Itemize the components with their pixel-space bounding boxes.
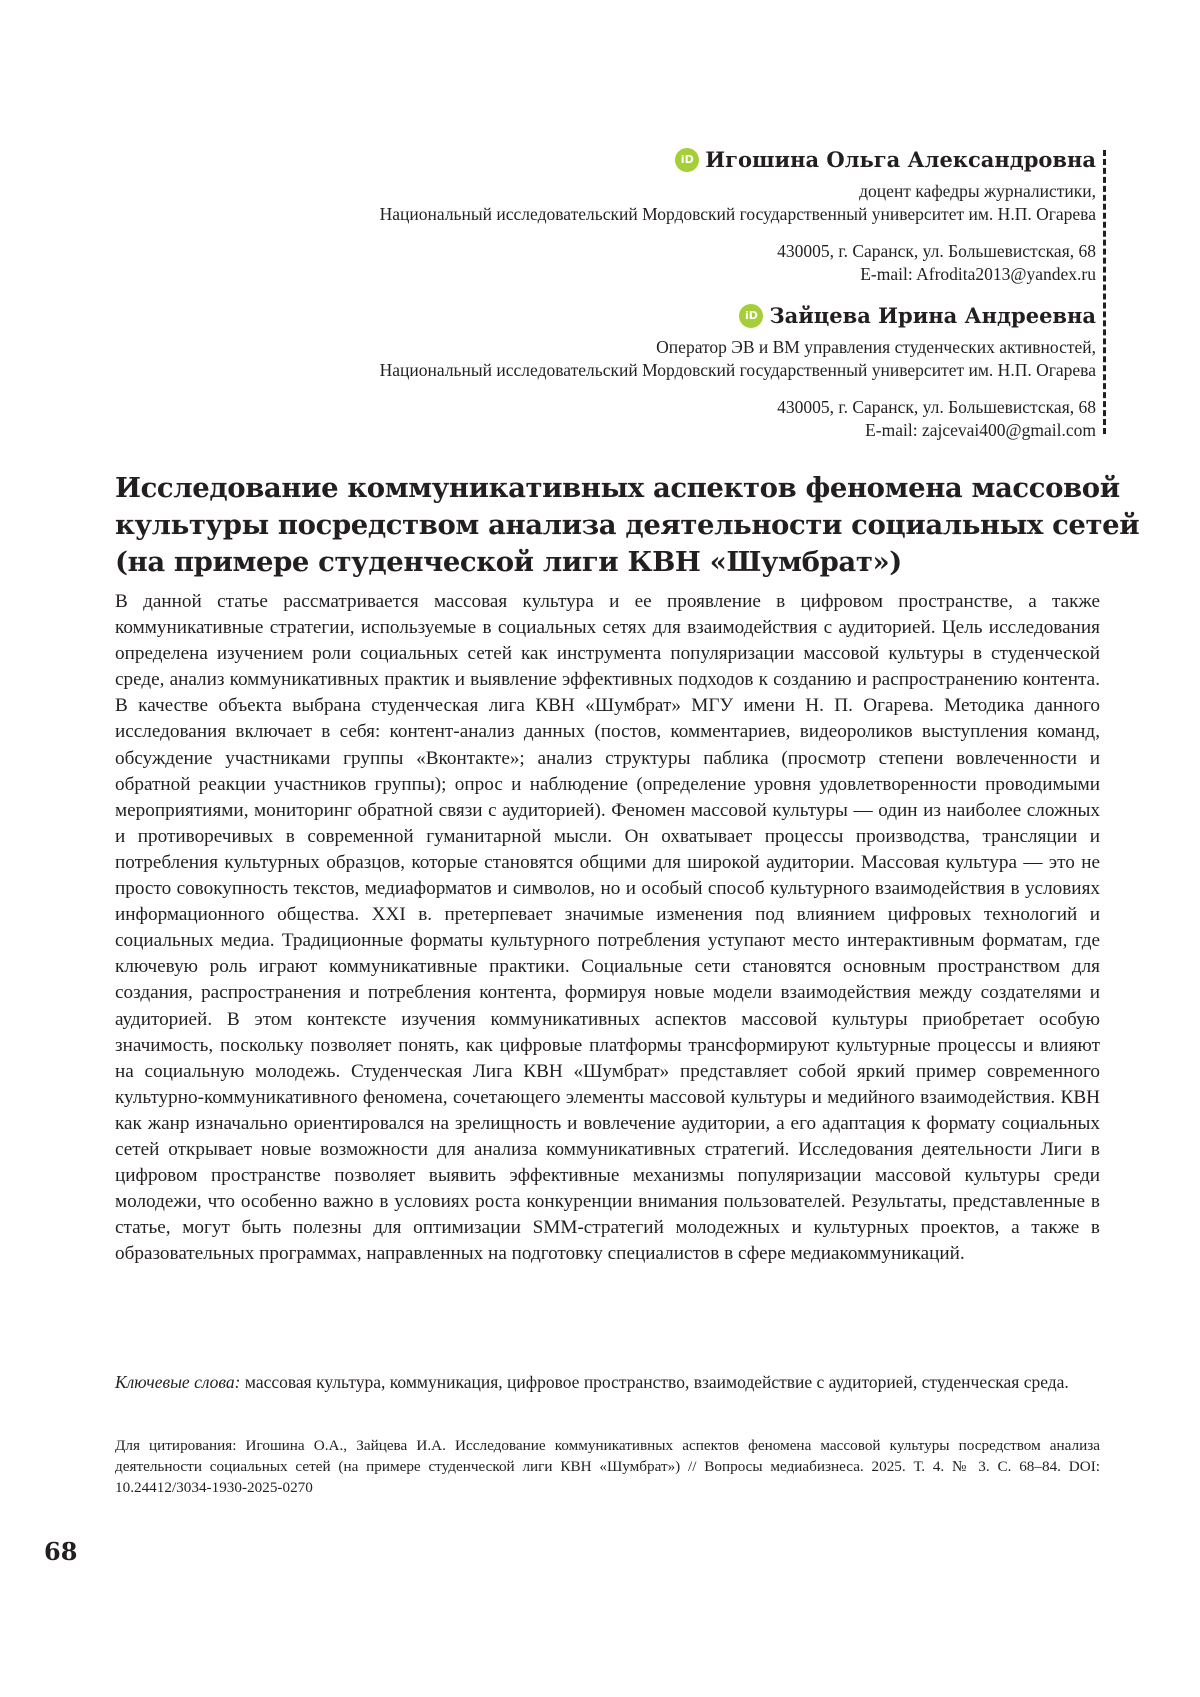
title-line: (на примере студенческой лиги КВН «Шумбрат») <box>115 544 1100 581</box>
author-affiliation <box>216 336 1096 382</box>
address-line: 430005, г. Саранск, ул. Большевистская, 68 <box>216 396 1096 419</box>
author-name-row <box>216 146 1096 174</box>
keywords <box>115 1370 1100 1395</box>
page-number: 68 <box>44 1537 77 1567</box>
address-line: 430005, г. Саранск, ул. Большевистская, 68 <box>216 240 1096 263</box>
affiliation-line: Национальный исследовательский Мордовский государственный университет им. Н.П. Огарева <box>216 359 1096 382</box>
author-block <box>216 146 1096 442</box>
author-address <box>216 396 1096 442</box>
article-title <box>115 470 1100 581</box>
author-2 <box>216 302 1096 442</box>
author-name: Игошина Ольга Александровна <box>705 146 1096 174</box>
keywords-text: массовая культура, коммуникация, цифровое пространство, взаимодействие с аудиторией, студенческая среда. <box>245 1372 1069 1392</box>
title-line: культуры посредством анализа деятельности социальных сетей <box>115 507 1100 544</box>
keywords-label: Ключевые слова: <box>115 1372 240 1392</box>
affiliation-line: Национальный исследовательский Мордовский государственный университет им. Н.П. Огарева <box>216 203 1096 226</box>
author-1 <box>216 146 1096 286</box>
title-line: Исследование коммуникативных аспектов феномена массовой <box>115 470 1100 507</box>
orcid-icon[interactable]: iD <box>675 148 699 172</box>
affiliation-line: доцент кафедры журналистики, <box>216 180 1096 203</box>
author-name: Зайцева Ирина Андреевна <box>769 302 1096 330</box>
author-affiliation <box>216 180 1096 226</box>
orcid-icon[interactable]: iD <box>739 304 763 328</box>
email-line[interactable]: E-mail: zajcevai400@gmail.com <box>216 419 1096 442</box>
affiliation-line: Оператор ЭВ и ВМ управления студенческих активностей, <box>216 336 1096 359</box>
email-line[interactable]: E-mail: Afrodita2013@yandex.ru <box>216 263 1096 286</box>
abstract: В данной статье рассматривается массовая культура и ее проявление в цифровом пространстве, а также коммуникативные стратегии, используемые в социальных сетях для взаимодействия с аудиторией. Цель исследования определена изучением роли социальных сетей как инструмента популяризации массовой культуры в студенческой среде, анализ коммуникативных практик и выявление эффективных подходов к созданию и распространению контента. В качестве объекта выбрана студенческая лига КВН «Шумбрат» МГУ имени Н. П. Огарева. Методика данного исследования включает в себя: контент-анализ данных (постов, комментариев, видеороликов выступления команд, обсуждение участниками группы «Вконтакте»; анализ структуры паблика (просмотр степени вовлеченности и обратной реакции участников группы); опрос и наблюдение (определение уровня удовлетворенности проводимыми мероприятиями, мониторинг обратной связи с аудиторией). Феномен массовой культуры — один из наиболее сложных и противоречивых в современной гуманитарной мысли. Он охватывает процессы производства, трансляции и потребления культурных образцов, которые становятся общими для широкой аудитории. Массовая культура — это не просто совокупность текстов, медиаформатов и символов, но и особый способ культурного взаимодействия в условиях информационного общества. XXI в. претерпевает значимые изменения под влиянием цифровых технологий и социальных медиа. Традиционные форматы культурного потребления уступают место интерактивным форматам, где ключевую роль играют коммуникативные практики. Социальные сети становятся основным пространством для создания, распространения и потребления контента, формируя новые модели взаимодействия между создателями и аудиторией. В этом контексте изучения коммуникативных аспектов массовой культуры приобретает особую значимость, поскольку позволяет понять, как цифровые платформы трансформируют культурные процессы и влияют на социальную молодежь. Студенческая Лига КВН «Шумбрат» представляет собой яркий пример современного культурно-коммуникативного феномена, сочетающего элементы массовой культуры и медийного взаимодействия. КВН как жанр изначально ориентировался на зрелищность и вовлечение аудитории, а его адаптация к формату социальных сетей открывает новые возможности для анализа коммуникативных стратегий. Исследования деятельности Лиги в цифровом пространстве позволяет выявить эффективные механизмы популяризации массовой культуры среди молодежи, что особенно важно в условиях роста конкуренции внимания пользователей. Результаты, представленные в статье, могут быть полезны для оптимизации SMM-стратегий молодежных и культурных проектов, а также в образовательных программах, направленных на подготовку специалистов в сфере медиакоммуникаций. <box>115 589 1100 1267</box>
author-name-row <box>216 302 1096 330</box>
author-address <box>216 240 1096 286</box>
author-block-dashed-rule <box>1103 150 1106 434</box>
citation: Для цитирования: Игошина О.А., Зайцева И.А. Исследование коммуникативных аспектов феномена массовой культуры посредством анализа деятельности социальных сетей (на примере студенческой лиги КВН «Шумбрат») // Вопросы медиабизнеса. 2025. Т. 4. № 3. С. 68–84. DOI: 10.24412/3034-1930-2025-0270 <box>115 1435 1100 1498</box>
